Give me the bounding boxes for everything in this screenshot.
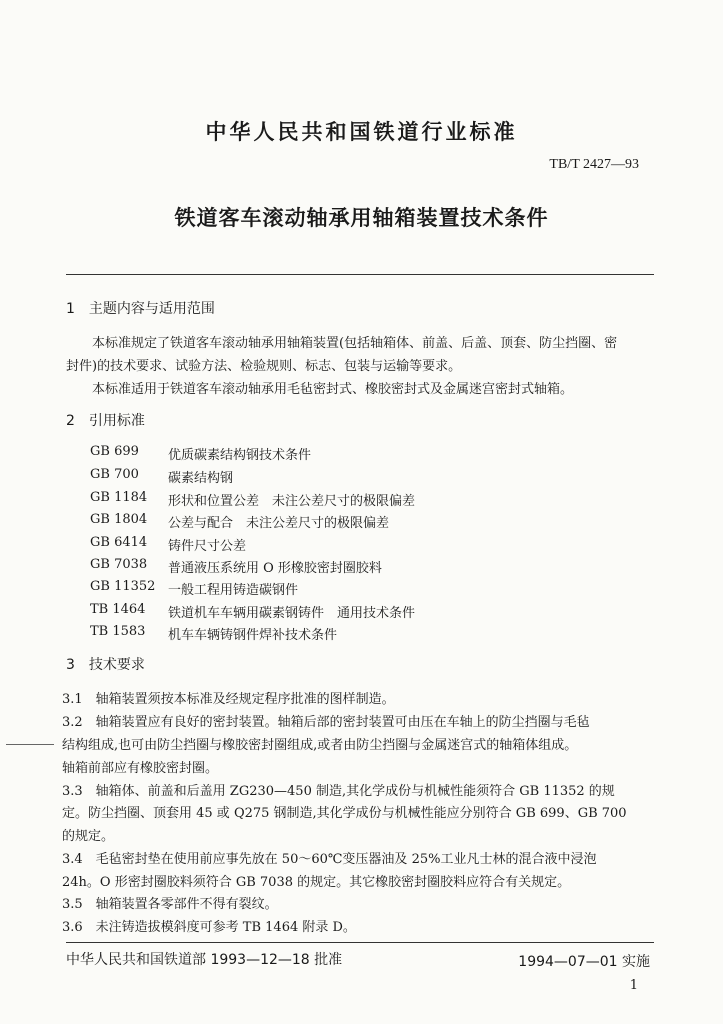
section-2-heading: 2 引用标准 [66,413,145,429]
footer-divider [66,942,654,943]
clause-3-2-line-3: 轴箱前部应有橡胶密封圈。 [62,761,219,776]
reference-name: 机车车辆铸钢件焊补技术条件 [168,628,338,643]
clause-3-6: 3.6 未注铸造拔模斜度可参考 TB 1464 附录 D。 [62,920,356,935]
reference-name: 形状和位置公差 未注公差尺寸的极限偏差 [168,494,416,509]
reference-name: 公差与配合 未注公差尺寸的极限偏差 [168,516,390,531]
margin-pen-mark [6,744,54,745]
page-number: 1 [629,978,638,993]
reference-code: GB 1804 [90,512,148,527]
standard-code: TB/T 2427—93 [549,157,639,172]
reference-name: 一般工程用铸造碳钢件 [168,583,299,598]
reference-name: 铁道机车车辆用碳素钢铸件 通用技术条件 [168,606,416,621]
title-divider [66,274,654,275]
reference-code: TB 1464 [90,602,146,617]
reference-code: GB 699 [90,444,139,459]
clause-3-4-line-2: 24h。O 形密封圈胶料须符合 GB 7038 的规定。其它橡胶密封圈胶料应符合有关规定。 [62,875,571,890]
reference-name: 普通液压系统用 O 形橡胶密封圈胶料 [168,561,382,576]
reference-code: GB 1184 [90,490,148,505]
standard-organization: 中华人民共和国铁道行业标准 [205,120,518,144]
clause-3-2-line-2: 结构组成,也可由防尘挡圈与橡胶密封圈组成,或者由防尘挡圈与金属迷宫式的轴箱体组成。 [62,738,578,753]
reference-code: GB 700 [90,467,139,482]
reference-name: 铸件尺寸公差 [168,539,247,554]
reference-code: TB 1583 [90,624,146,639]
approval-statement: 中华人民共和国铁道部 1993—12—18 批准 [66,952,343,968]
clause-3-3-line-2: 定。防尘挡圈、顶套用 45 或 Q275 钢制造,其化学成份与机械性能应分别符合 GB 699、GB 700 [62,806,627,821]
reference-code: GB 7038 [90,557,148,572]
reference-name: 优质碳素结构钢技术条件 [168,448,312,463]
reference-name: 碳素结构钢 [168,471,234,486]
clause-3-1: 3.1 轴箱装置须按本标准及经规定程序批准的图样制造。 [62,692,395,707]
section-1-paragraph-1-line-2: 封件)的技术要求、试验方法、检验规则、标志、包装与运输等要求。 [66,359,462,374]
section-1-heading: 1 主题内容与适用范围 [66,301,215,317]
reference-code: GB 11352 [90,579,156,594]
section-1-paragraph-2: 本标准适用于铁道客车滚动轴承用毛毡密封式、橡胶密封式及金属迷宫密封式轴箱。 [92,382,574,397]
clause-3-5: 3.5 轴箱装置各零部件不得有裂纹。 [62,897,278,912]
reference-code: GB 6414 [90,535,148,550]
clause-3-2-line-1: 3.2 轴箱装置应有良好的密封装置。轴箱后部的密封装置可由压在车轴上的防尘挡圈与毛毡 [62,715,590,730]
section-1-paragraph-1-line-1: 本标准规定了铁道客车滚动轴承用轴箱装置(包括轴箱体、前盖、后盖、顶套、防尘挡圈、密 [92,336,618,351]
effective-date: 1994—07—01 实施 [518,954,650,970]
clause-3-3-line-3: 的规定。 [62,829,115,844]
clause-3-4-line-1: 3.4 毛毡密封垫在使用前应事先放在 50～60℃变压器油及 25%工业凡士林的混合液中浸泡 [62,852,597,867]
document-title: 铁道客车滚动轴承用轴箱装置技术条件 [174,206,549,230]
clause-3-3-line-1: 3.3 轴箱体、前盖和后盖用 ZG230—450 制造,其化学成份与机械性能须符合 GB 11352 的规 [62,784,615,799]
section-3-heading: 3 技术要求 [66,657,145,673]
